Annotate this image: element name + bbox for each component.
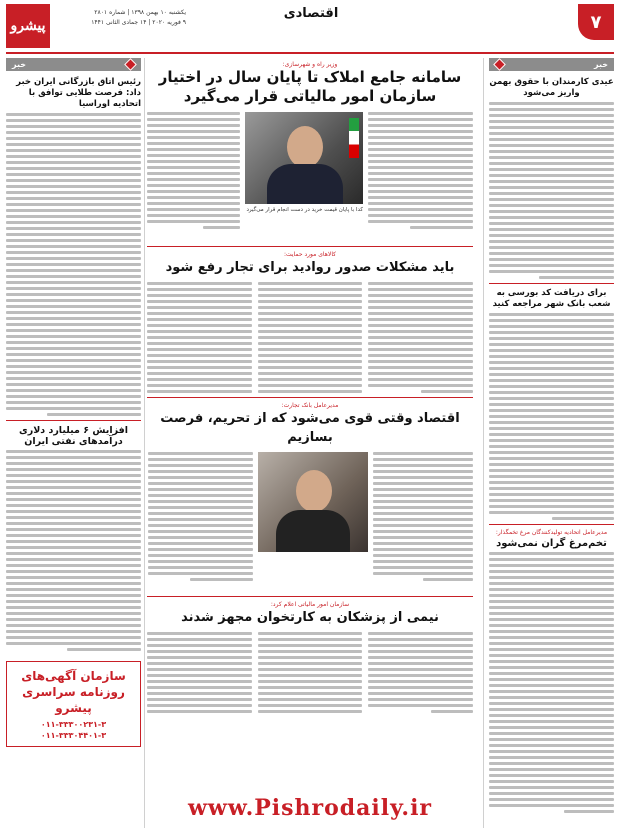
story-title: رئیس اتاق بازرگانی ایران خبر داد: فرصت طلایی توافق با اتحادیه اوراسیا	[16, 77, 141, 109]
story-body	[147, 282, 473, 393]
story-kicker: سازمان امور مالیاتی اعلام کرد:	[270, 601, 350, 608]
lead-photo	[245, 112, 363, 204]
right-column	[489, 58, 614, 833]
story-text	[368, 112, 473, 242]
news-bar	[489, 58, 614, 71]
issue-date-line1: یکشنبه ۱۰ بهمن ۱۳۹۸ | شماره ۲۸۰۱	[94, 9, 186, 16]
lead-kicker: وزیر راه و شهرسازی:	[282, 61, 338, 68]
divider	[489, 283, 614, 284]
ad-title: سازمان آگهی‌های روزنامه سراسری پیشرو	[21, 669, 126, 715]
left-column	[6, 58, 141, 833]
header-rule	[6, 52, 614, 54]
story-text	[147, 112, 240, 242]
story-photo	[258, 452, 368, 552]
column-divider	[483, 58, 484, 828]
divider	[6, 420, 141, 421]
divider	[147, 246, 473, 247]
lead-photo-block	[245, 112, 363, 242]
issue-date	[56, 8, 186, 28]
story-title: افزایش ۶ میلیارد دلاری درآمدهای نفتی ایران	[19, 425, 128, 447]
diamond-icon	[493, 58, 506, 71]
story-body	[489, 102, 614, 279]
divider	[489, 524, 614, 525]
story-body	[489, 313, 614, 520]
masthead	[6, 4, 614, 48]
section-title: اقتصادی	[283, 6, 339, 21]
story-body	[147, 632, 473, 713]
divider	[147, 397, 473, 398]
story-kicker: مدیرعامل اتحادیه تولیدکنندگان مرغ تخمگذار:	[495, 529, 608, 536]
lead-photo-caption: کدا با پایان قیمت خرید در دست انجام قرار می‌گیرد	[246, 207, 363, 213]
story-body	[489, 552, 614, 813]
divider	[147, 596, 473, 597]
story-kicker: مدیرعامل بانک تجارت:	[281, 402, 339, 409]
issue-date-line2: ۹ فوریه ۲۰۲۰ | ۱۴ جمادی الثانی ۱۴۴۱	[91, 19, 186, 26]
story-body	[147, 452, 473, 592]
diamond-icon	[124, 58, 137, 71]
website-url[interactable]: www.Pishrodaily.ir	[187, 795, 433, 821]
advertisement-box	[6, 661, 141, 747]
story-headline: باید مشکلات صدور روادید برای تجار رفع شود	[165, 260, 455, 275]
news-bar	[6, 58, 141, 71]
newspaper-logo: پیشرو	[6, 4, 50, 48]
news-bar-label: خبر	[12, 60, 27, 69]
story-headline: اقتصاد وقتی قوی می‌شود که از تحریم، فرصت بسازیم	[160, 411, 460, 445]
story-kicker: کالاهای مورد حمایت:	[283, 251, 337, 258]
lead-headline: سامانه جامع املاک تا پایان سال در اختیار سازمان امور مالیاتی قرار می‌گیرد	[158, 68, 462, 105]
story-body	[6, 113, 141, 416]
news-bar-label: خبر	[593, 60, 608, 69]
page-number: ۷	[578, 4, 614, 40]
ad-phone: ۰۱۱-۳۳۳۰۴۴۰۱-۳	[40, 731, 107, 740]
story-title: برای دریافت کد بورسی به شعب بانک شهر مراجعه کنید	[492, 288, 611, 309]
story-body	[6, 450, 141, 651]
lead-story-body	[147, 112, 473, 242]
column-divider	[144, 58, 145, 828]
story-photo-block	[258, 452, 368, 592]
story-headline: نیمی از پزشکان به کارتخوان مجهز شدند	[181, 610, 439, 625]
story-title: عیدی کارمندان با حقوق بهمن واریز می‌شود	[489, 77, 614, 98]
story-title: تخم‌مرغ گران نمی‌شود	[496, 538, 607, 549]
ad-phone: ۰۱۱-۳۳۳۰۰۲۳۱-۳	[40, 720, 107, 729]
main-column	[147, 58, 473, 713]
